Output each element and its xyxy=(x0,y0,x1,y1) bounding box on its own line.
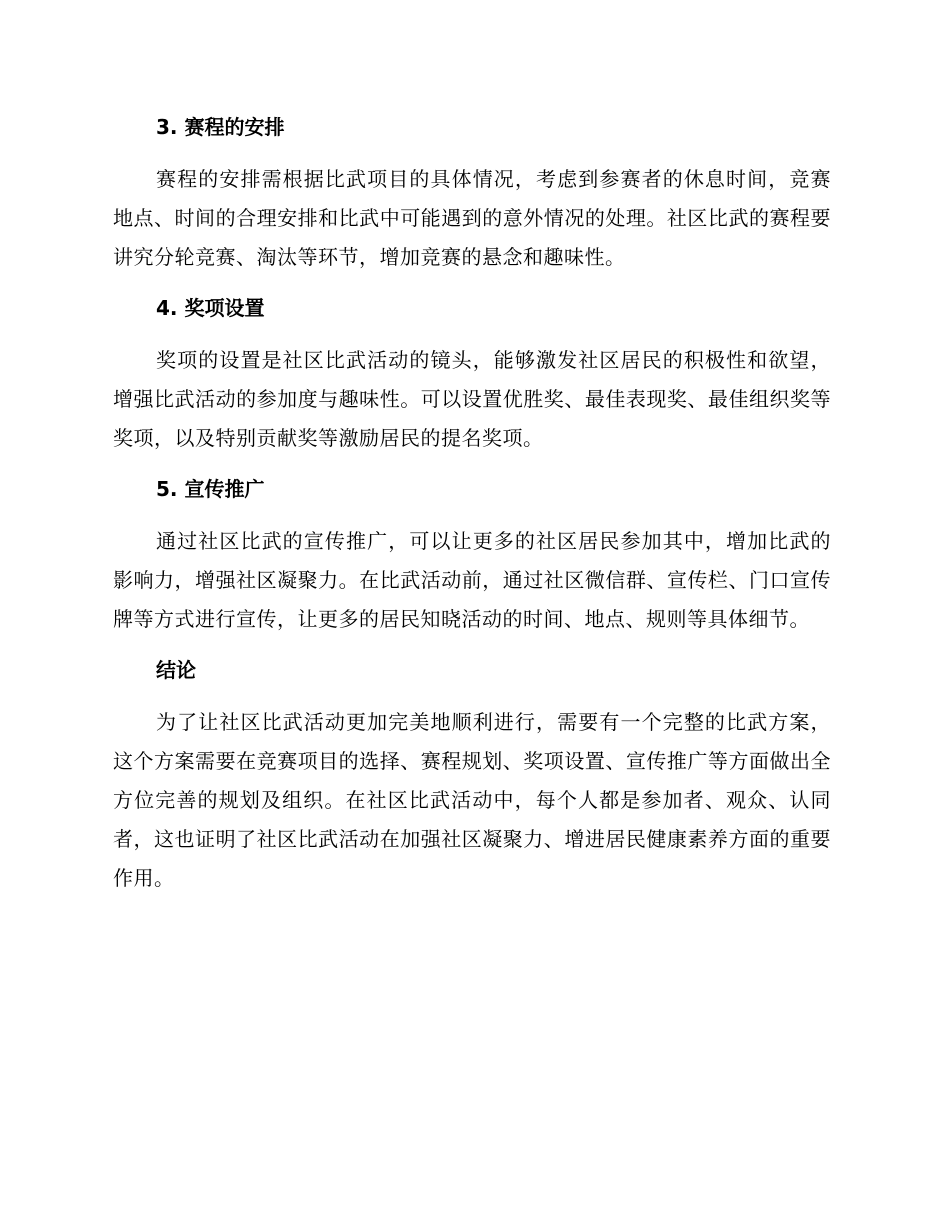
section-paragraph: 通过社区比武的宣传推广，可以让更多的社区居民参加其中，增加比武的影响力，增强社区凝聚力。在比武活动前，通过社区微信群、宣传栏、门口宣传牌等方式进行宣传，让更多的居民知晓活动的时间、地点、规则等具体细节。 xyxy=(113,529,831,631)
section-schedule xyxy=(113,108,831,277)
section-promotion xyxy=(113,470,831,639)
section-paragraph: 赛程的安排需根据比武项目的具体情况，考虑到参赛者的休息时间，竞赛地点、时间的合理安排和比武中可能遇到的意外情况的处理。社区比武的赛程要讲究分轮竞赛、淘汰等环节，增加竞赛的悬念和趣味性。 xyxy=(113,167,831,269)
section-heading: 3. 赛程的安排 xyxy=(156,115,285,139)
section-paragraph: 为了让社区比武活动更加完美地顺利进行，需要有一个完整的比武方案，这个方案需要在竞赛项目的选择、赛程规划、奖项设置、宣传推广等方面做出全方位完善的规划及组织。在社区比武活动中，每个人都是参加者、观众、认同者，这也证明了社区比武活动在加强社区凝聚力、增进居民健康素养方面的重要作用。 xyxy=(113,710,831,890)
section-heading: 结论 xyxy=(156,658,196,682)
section-heading: 4. 奖项设置 xyxy=(156,296,265,320)
section-heading: 5. 宣传推广 xyxy=(156,477,265,501)
section-awards xyxy=(113,289,831,458)
document-body xyxy=(113,108,831,910)
section-paragraph: 奖项的设置是社区比武活动的镜头，能够激发社区居民的积极性和欲望，增强比武活动的参加度与趣味性。可以设置优胜奖、最佳表现奖、最佳组织奖等奖项，以及特别贡献奖等激励居民的提名奖项。 xyxy=(113,348,831,450)
section-conclusion xyxy=(113,651,831,898)
